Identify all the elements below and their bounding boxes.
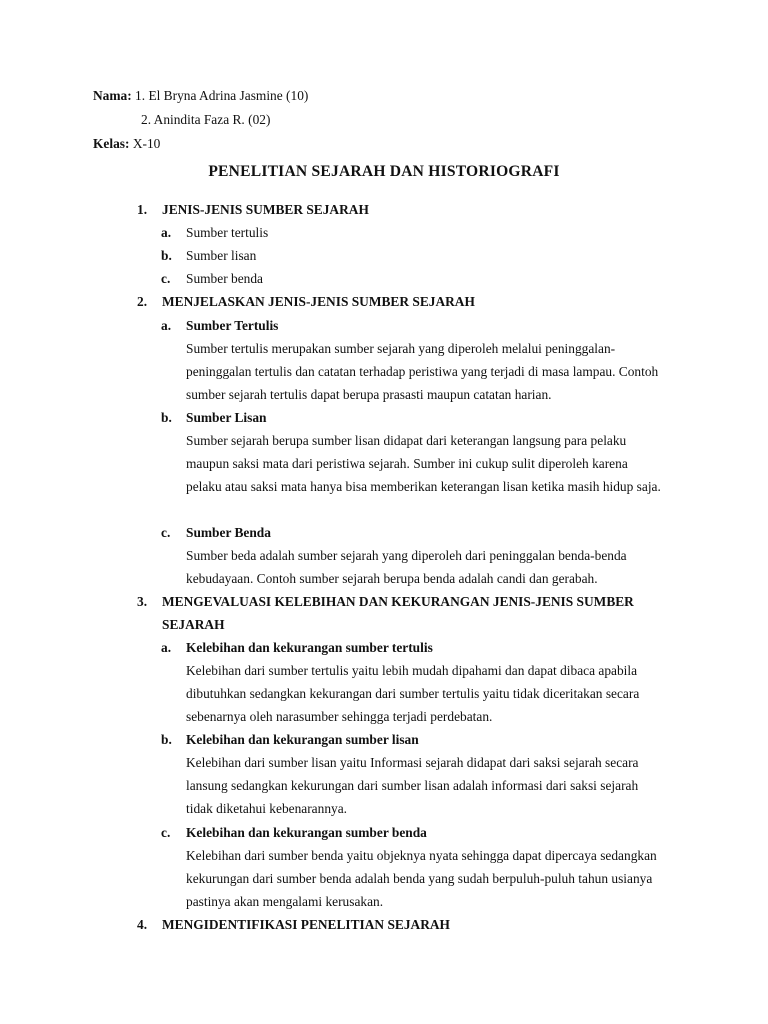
section-number: 4. [137,917,148,932]
subsection-heading [161,636,681,659]
member-1: 1. El Bryna Adrina Jasmine (10) [135,88,309,103]
list-item [161,221,681,244]
item-letter: b. [161,410,172,425]
section-number: 1. [137,202,148,217]
item-label: Sumber lisan [186,248,257,263]
subsection-title: Sumber Lisan [186,410,267,425]
list-item [161,244,681,267]
item-letter: c. [161,525,171,540]
subsection-title: Kelebihan dan kekurangan sumber lisan [186,732,419,747]
paragraph: Kelebihan dari sumber benda yaitu objeknya nyata sehingga dapat dipercaya sedangkan kekurungan dari sumber benda adalah benda yang sudah berpuluh-puluh tahun usianya pastinya akan mengalami kerusakan. [186,848,657,909]
item-label: Sumber benda [186,271,263,286]
section-1-heading [137,198,677,221]
section-2-heading [137,290,677,313]
section-title: MENGEVALUASI KELEBIHAN DAN KEKURANGAN JENIS-JENIS SUMBER SEJARAH [162,594,634,632]
subsection-heading [161,728,681,751]
kelas-value: X-10 [132,136,161,151]
subsection-title: Kelebihan dan kekurangan sumber tertulis [186,640,433,655]
paragraph: Sumber beda adalah sumber sejarah yang diperoleh dari peninggalan benda-benda kebudayaan. Contoh sumber sejarah berupa benda adalah candi dan gerabah. [186,548,627,586]
section-3-heading [137,590,657,636]
subsection-heading [161,821,681,844]
subsection-heading [161,314,681,337]
section-title: MENGIDENTIFIKASI PENELITIAN SEJARAH [162,917,450,932]
document-title: PENELITIAN SEJARAH DAN HISTORIOGRAFI [208,163,560,180]
subsection-heading [161,406,681,429]
paragraph: Kelebihan dari sumber tertulis yaitu lebih mudah dipahami dan dapat dibaca apabila dibutuhkan sedangkan kekurangan dari sumber tertulis yaitu tidak diceritakan secara sebenarnya oleh narasumber sehingga terjadi perdebatan. [186,663,640,724]
section-4-heading [137,913,677,936]
kelas-label: Kelas: [93,136,130,151]
item-letter: c. [161,825,171,840]
item-letter: b. [161,732,172,747]
section-number: 2. [137,294,148,309]
name-line-1 [93,88,308,104]
subsection-title: Sumber Benda [186,525,271,540]
section-title: MENJELASKAN JENIS-JENIS SUMBER SEJARAH [162,294,475,309]
paragraph: Sumber tertulis merupakan sumber sejarah yang diperoleh melalui peninggalan-peninggalan tertulis dan catatan terhadap peristiwa yang terjadi di masa lampau. Contoh sumber sejarah tertulis dapat berupa prasasti maupun catatan harian. [186,341,659,402]
section-number: 3. [137,594,148,609]
item-letter: b. [161,248,172,263]
item-letter: a. [161,640,172,655]
paragraph: Sumber sejarah berupa sumber lisan didapat dari keterangan langsung para pelaku maupun saksi mata dari peristiwa sejarah. Sumber ini cukup sulit diperoleh karena pelaku atau saksi mata hanya bisa memberikan keterangan lisan ketika masih hidup saja. [186,433,661,494]
section-title: JENIS-JENIS SUMBER SEJARAH [162,202,369,217]
item-label: Sumber tertulis [186,225,269,240]
list-item [161,267,681,290]
item-letter: a. [161,318,172,333]
kelas-line [93,136,160,152]
subsection-title: Sumber Tertulis [186,318,279,333]
nama-label: Nama: [93,88,132,103]
subsection-heading [161,521,681,544]
subsection-title: Kelebihan dan kekurangan sumber benda [186,825,427,840]
name-line-2 [141,112,270,128]
paragraph: Kelebihan dari sumber lisan yaitu Informasi sejarah didapat dari saksi sejarah secara lansung sedangkan kekurungan dari sumber lisan adalah informasi dari saksi sejarah tidak diketahui kebenarannya. [186,755,639,816]
member-2: 2. Anindita Faza R. (02) [141,112,271,127]
item-letter: c. [161,271,171,286]
item-letter: a. [161,225,172,240]
